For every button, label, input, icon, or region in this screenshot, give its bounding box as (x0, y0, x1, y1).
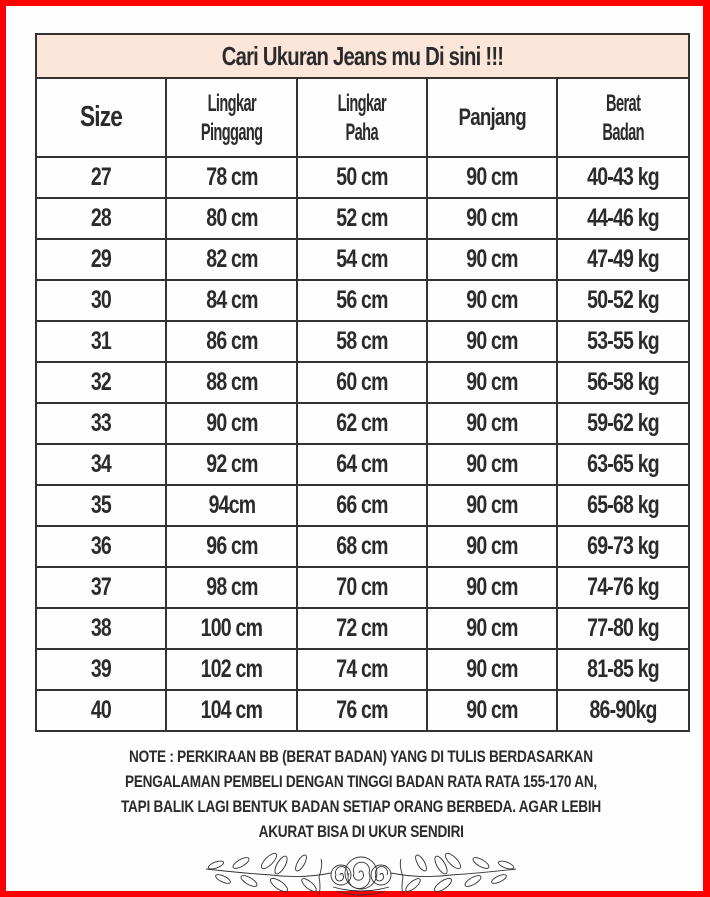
floral-divider-icon (201, 851, 521, 897)
cell-lingkar-paha (297, 280, 427, 321)
header-panjang (427, 78, 557, 157)
cell-text: 53-55 kg (587, 327, 659, 355)
cell-text: 90 cm (466, 614, 518, 642)
cell-text: 90 cm (466, 368, 518, 396)
cell-text: 70 cm (336, 573, 388, 601)
cell-text: 90 cm (466, 450, 518, 478)
header-text: Lingkar Pinggang (200, 89, 263, 146)
cell-text: 50 cm (336, 163, 388, 191)
table-row (36, 403, 689, 444)
table-row (36, 198, 689, 239)
cell-panjang (427, 567, 557, 608)
cell-text: 29 (90, 245, 112, 273)
cell-size (36, 280, 166, 321)
cell-size (36, 444, 166, 485)
title-row (36, 34, 689, 78)
cell-panjang (427, 280, 557, 321)
cell-size (36, 239, 166, 280)
cell-panjang (427, 444, 557, 485)
cell-panjang (427, 690, 557, 731)
table-row (36, 567, 689, 608)
cell-text: 34 (90, 450, 112, 478)
cell-text: 78 cm (205, 163, 258, 191)
cell-text: 104 cm (200, 696, 263, 724)
table-row (36, 608, 689, 649)
cell-lingkar-paha (297, 608, 427, 649)
cell-text: 90 cm (466, 327, 518, 355)
cell-text: 65-68 kg (587, 491, 659, 519)
cell-text: 31 (90, 327, 112, 355)
cell-text: 90 cm (466, 696, 518, 724)
cell-text: 90 cm (466, 655, 518, 683)
cell-text: 60 cm (336, 368, 388, 396)
table-row (36, 485, 689, 526)
cell-text: 40-43 kg (587, 163, 659, 191)
cell-text: 84 cm (205, 286, 258, 314)
cell-text: 90 cm (466, 286, 518, 314)
cell-text: 82 cm (205, 245, 258, 273)
cell-text: 90 cm (466, 163, 518, 191)
cell-lingkar-pinggang (166, 157, 297, 198)
cell-text: 59-62 kg (587, 409, 659, 437)
cell-text: 86 cm (205, 327, 258, 355)
cell-text: 90 cm (466, 491, 518, 519)
header-text: Lingkar Paha (337, 89, 387, 146)
cell-text: 62 cm (336, 409, 388, 437)
cell-berat-badan (557, 690, 689, 731)
cell-text: 54 cm (336, 245, 388, 273)
cell-berat-badan (557, 280, 689, 321)
cell-lingkar-pinggang (166, 362, 297, 403)
cell-size (36, 567, 166, 608)
cell-text: 81-85 kg (587, 655, 659, 683)
cell-size (36, 403, 166, 444)
cell-berat-badan (557, 526, 689, 567)
cell-lingkar-paha (297, 198, 427, 239)
note-line: AKURAT BISA DI UKUR SENDIRI (258, 822, 464, 841)
cell-text: 56 cm (336, 286, 388, 314)
cell-panjang (427, 526, 557, 567)
cell-panjang (427, 157, 557, 198)
cell-berat-badan (557, 239, 689, 280)
cell-text: 63-65 kg (587, 450, 659, 478)
cell-lingkar-pinggang (166, 608, 297, 649)
cell-lingkar-pinggang (166, 321, 297, 362)
cell-berat-badan (557, 649, 689, 690)
cell-text: 98 cm (205, 573, 258, 601)
cell-lingkar-pinggang (166, 649, 297, 690)
cell-text: 28 (90, 204, 112, 232)
cell-text: 38 (90, 614, 112, 642)
cell-lingkar-pinggang (166, 198, 297, 239)
cell-lingkar-paha (297, 239, 427, 280)
table-row (36, 444, 689, 485)
table-row (36, 649, 689, 690)
cell-text: 90 cm (466, 573, 518, 601)
header-text: Berat Badan (602, 89, 644, 146)
cell-text: 90 cm (205, 409, 258, 437)
table-row (36, 239, 689, 280)
cell-lingkar-pinggang (166, 526, 297, 567)
cell-lingkar-pinggang (166, 280, 297, 321)
cell-text: 90 cm (466, 204, 518, 232)
header-size (36, 78, 166, 157)
cell-lingkar-paha (297, 690, 427, 731)
cell-lingkar-paha (297, 362, 427, 403)
cell-text: 102 cm (200, 655, 263, 683)
header-berat-badan (557, 78, 689, 157)
cell-size (36, 157, 166, 198)
cell-text: 74 cm (336, 655, 388, 683)
cell-panjang (427, 239, 557, 280)
cell-text: 40 (90, 696, 112, 724)
note-line: PENGALAMAN PEMBELI DENGAN TINGGI BADAN RATA RATA 155-170 AN, (125, 772, 597, 791)
header-lingkar-paha (297, 78, 427, 157)
cell-text: 90 cm (466, 245, 518, 273)
cell-lingkar-pinggang (166, 444, 297, 485)
note-line: TAPI BALIK LAGI BENTUK BADAN SETIAP ORANG BERBEDA. AGAR LEBIH (120, 797, 601, 816)
cell-text: 96 cm (205, 532, 258, 560)
cell-text: 90 cm (466, 532, 518, 560)
header-row (36, 78, 689, 157)
cell-text: 100 cm (200, 614, 263, 642)
cell-text: 88 cm (205, 368, 258, 396)
cell-size (36, 608, 166, 649)
cell-lingkar-pinggang (166, 403, 297, 444)
cell-text: 76 cm (336, 696, 388, 724)
header-size-text: Size (79, 101, 123, 133)
cell-panjang (427, 649, 557, 690)
table-row (36, 526, 689, 567)
cell-text: 58 cm (336, 327, 388, 355)
cell-lingkar-pinggang (166, 690, 297, 731)
cell-text: 86-90kg (589, 696, 657, 724)
size-chart-table (35, 33, 690, 732)
cell-text: 44-46 kg (587, 204, 659, 232)
note-line: NOTE : PERKIRAAN BB (BERAT BADAN) YANG DI TULIS BERDASARKAN (129, 747, 593, 766)
cell-berat-badan (557, 444, 689, 485)
cell-berat-badan (557, 567, 689, 608)
cell-text: 52 cm (336, 204, 388, 232)
cell-text: 66 cm (336, 491, 388, 519)
cell-lingkar-pinggang (166, 567, 297, 608)
cell-text: 74-76 kg (587, 573, 659, 601)
cell-berat-badan (557, 608, 689, 649)
table-title-text: Cari Ukuran Jeans mu Di sini !!! (221, 40, 504, 71)
cell-text: 68 cm (336, 532, 388, 560)
cell-text: 72 cm (336, 614, 388, 642)
cell-panjang (427, 403, 557, 444)
cell-text: 47-49 kg (587, 245, 659, 273)
table-row (36, 362, 689, 403)
cell-lingkar-paha (297, 567, 427, 608)
cell-text: 92 cm (205, 450, 258, 478)
cell-text: 50-52 kg (587, 286, 659, 314)
cell-size (36, 485, 166, 526)
cell-text: 30 (90, 286, 112, 314)
cell-berat-badan (557, 362, 689, 403)
note-text (46, 744, 676, 844)
cell-panjang (427, 362, 557, 403)
cell-panjang (427, 321, 557, 362)
cell-text: 94cm (208, 491, 255, 519)
cell-berat-badan (557, 403, 689, 444)
cell-panjang (427, 485, 557, 526)
cell-text: 90 cm (466, 409, 518, 437)
cell-size (36, 649, 166, 690)
cell-berat-badan (557, 321, 689, 362)
cell-lingkar-paha (297, 485, 427, 526)
table-row (36, 321, 689, 362)
cell-lingkar-paha (297, 157, 427, 198)
table-title (36, 34, 689, 78)
header-text: Panjang (458, 104, 526, 131)
cell-panjang (427, 198, 557, 239)
cell-size (36, 362, 166, 403)
cell-berat-badan (557, 157, 689, 198)
cell-text: 56-58 kg (587, 368, 659, 396)
cell-size (36, 321, 166, 362)
cell-size (36, 526, 166, 567)
cell-lingkar-pinggang (166, 239, 297, 280)
cell-text: 69-73 kg (587, 532, 659, 560)
cell-text: 32 (90, 368, 112, 396)
cell-size (36, 198, 166, 239)
cell-text: 36 (90, 532, 112, 560)
cell-berat-badan (557, 485, 689, 526)
cell-berat-badan (557, 198, 689, 239)
cell-lingkar-pinggang (166, 485, 297, 526)
cell-text: 27 (90, 163, 112, 191)
table-row (36, 690, 689, 731)
table-row (36, 157, 689, 198)
cell-lingkar-paha (297, 649, 427, 690)
cell-panjang (427, 608, 557, 649)
cell-text: 37 (90, 573, 112, 601)
cell-text: 35 (90, 491, 112, 519)
cell-text: 77-80 kg (587, 614, 659, 642)
cell-text: 33 (90, 409, 112, 437)
cell-size (36, 690, 166, 731)
page-frame (6, 6, 703, 891)
cell-lingkar-paha (297, 526, 427, 567)
cell-lingkar-paha (297, 321, 427, 362)
cell-lingkar-paha (297, 444, 427, 485)
cell-text: 80 cm (205, 204, 258, 232)
table-row (36, 280, 689, 321)
cell-text: 39 (90, 655, 112, 683)
header-lingkar-pinggang (166, 78, 297, 157)
cell-lingkar-paha (297, 403, 427, 444)
cell-text: 64 cm (336, 450, 388, 478)
